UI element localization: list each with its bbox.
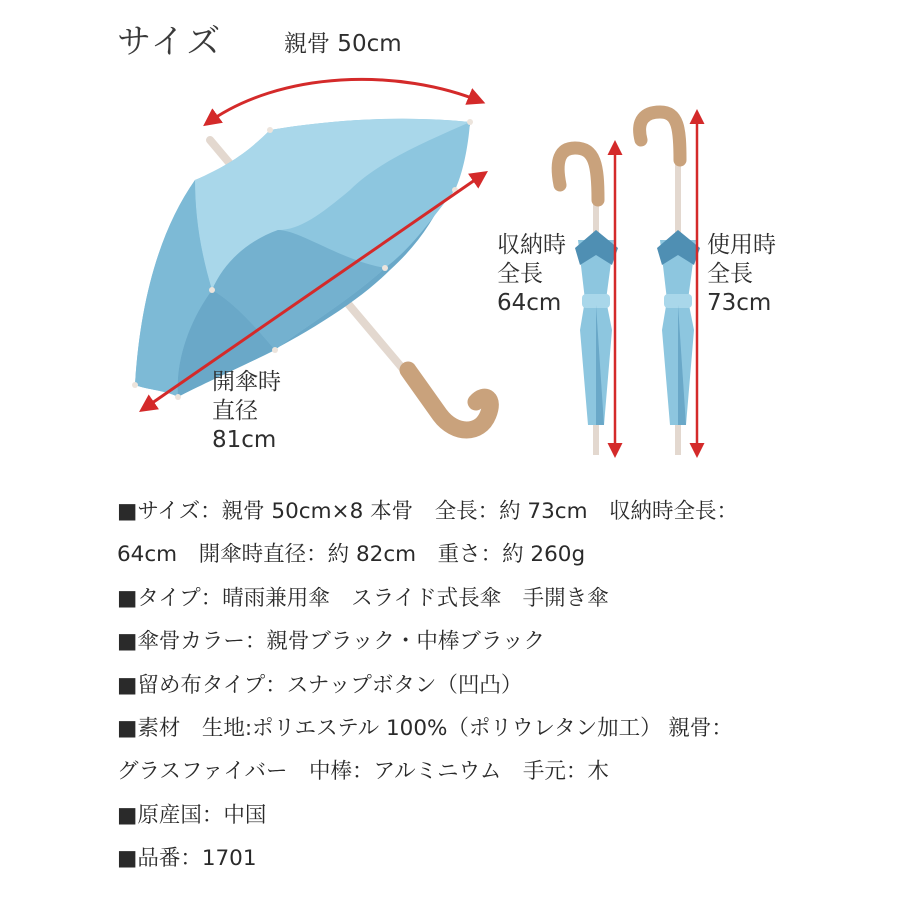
rib-length-label: 親骨 50cm	[284, 31, 402, 57]
spec-size-line-2: 64cm 開傘時直径：約 82cm 重さ：約 260g	[117, 542, 586, 568]
spec-material-line-2: グラスファイバー 中棒：アルミニウム 手元：木	[117, 759, 609, 785]
stored-length-label: 収納時 全長 64cm	[497, 232, 566, 316]
closed-umbrella-stored-illustration	[558, 148, 618, 455]
spec-origin: ■原産国：中国	[117, 802, 267, 828]
rib-length-arrow	[206, 79, 482, 124]
spec-size-line-1: ■サイズ：親骨 50cm×8 本骨 全長：約 73cm 収納時全長：	[117, 499, 739, 524]
use-length-label: 使用時 全長 73cm	[707, 232, 776, 316]
spec-material-line-1: ■素材 生地:ポリエステル 100%（ポリウレタン加工） 親骨：	[117, 715, 733, 741]
spec-list	[117, 494, 807, 885]
spec-type: ■タイプ：晴雨兼用傘 スライド式長傘 手開き傘	[117, 585, 609, 611]
spec-frame-color: ■傘骨カラー：親骨ブラック・中棒ブラック	[117, 629, 545, 655]
open-diameter-label: 開傘時 直径 81cm	[212, 369, 281, 453]
spec-product-number: ■品番：1701	[117, 846, 257, 872]
page-title: サイズ	[117, 22, 223, 62]
open-umbrella-illustration	[132, 119, 490, 430]
spec-strap-type: ■留め布タイプ：スナップボタン（凹凸）	[117, 672, 523, 698]
closed-umbrella-use-illustration	[640, 112, 700, 455]
